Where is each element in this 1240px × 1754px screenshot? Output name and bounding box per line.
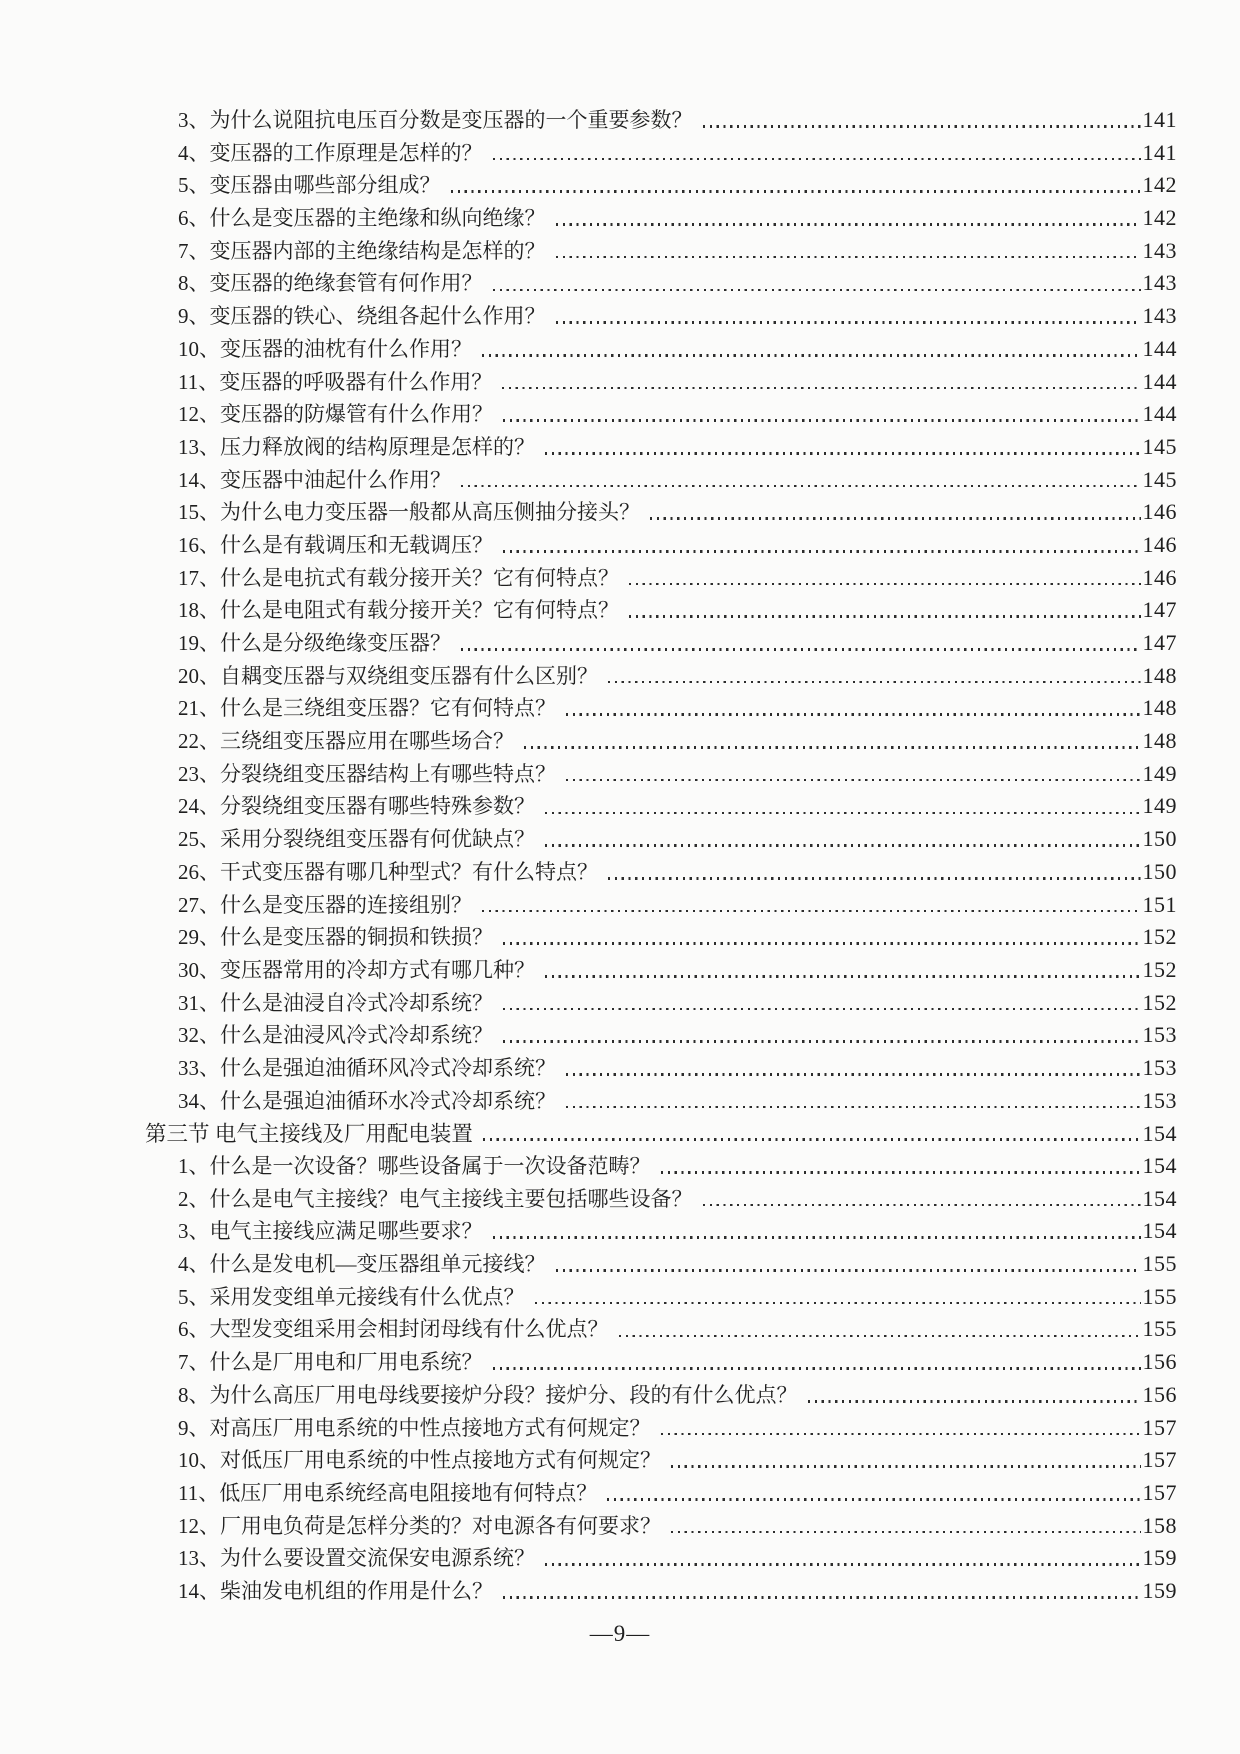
toc-entry-title: 29、什么是变压器的铜损和铁损？ — [178, 925, 493, 950]
toc-entry — [0, 987, 1177, 1020]
toc-entry-page: 147 — [1142, 630, 1177, 655]
toc-entry-title: 24、分裂绕组变压器有哪些特殊参数？ — [178, 794, 535, 819]
dot-leader-divider — [629, 615, 1141, 618]
toc-entry — [0, 1412, 1177, 1445]
dot-leader-divider — [461, 648, 1141, 651]
toc-entry-title: 15、为什么电力变压器一般都从高压侧抽分接头？ — [178, 500, 640, 525]
toc-entry — [0, 1052, 1177, 1085]
toc-entry-page: 142 — [1142, 205, 1177, 231]
page-footer — [0, 1621, 1240, 1647]
toc-entry-page: 152 — [1142, 956, 1177, 982]
dot-leader-divider — [566, 1073, 1141, 1076]
toc-entry-page: 146 — [1142, 499, 1177, 525]
toc-entry-title: 3、电气主接线应满足哪些要求？ — [178, 1219, 483, 1244]
toc-entry-page: 148 — [1142, 695, 1177, 721]
toc-entry-title: 14、柴油发电机组的作用是什么？ — [178, 1578, 493, 1603]
toc-entry — [0, 202, 1177, 235]
dot-leader-divider — [545, 975, 1141, 978]
toc-entry-title: 25、采用分裂绕组变压器有何优缺点？ — [178, 827, 535, 852]
toc-entry-title: 8、为什么高压厂用电母线要接炉分段？接炉分、段的有什么优点？ — [178, 1382, 798, 1407]
toc-entry-title: 31、什么是油浸自冷式冷却系统？ — [178, 990, 493, 1015]
toc-entry — [0, 921, 1177, 954]
toc-entry — [0, 954, 1177, 987]
toc-entry — [0, 790, 1177, 823]
toc-entry — [0, 366, 1177, 399]
toc-entry-page: 157 — [1142, 1414, 1177, 1440]
toc-entry-page: 146 — [1142, 531, 1177, 557]
dot-leader-divider — [650, 517, 1141, 520]
toc-entry — [0, 137, 1177, 170]
toc-entry — [0, 1444, 1177, 1477]
toc-entry — [0, 758, 1177, 791]
toc-entry-title: 5、变压器由哪些部分组成？ — [178, 173, 441, 198]
dot-leader-divider — [671, 1465, 1141, 1468]
toc-entry — [0, 1346, 1177, 1379]
dot-leader-divider — [703, 1204, 1141, 1207]
dot-leader-divider — [503, 550, 1141, 553]
toc-entry-page: 154 — [1142, 1153, 1177, 1178]
toc-entry-page: 156 — [1142, 1381, 1177, 1407]
toc-entry-title: 2、什么是电气主接线？电气主接线主要包括哪些设备？ — [178, 1186, 693, 1211]
toc-entry-title: 26、干式变压器有哪几种型式？有什么特点？ — [178, 859, 598, 884]
toc-entry-title: 21、什么是三绕组变压器？它有何特点？ — [178, 696, 556, 721]
toc-entry-title: 30、变压器常用的冷却方式有哪几种？ — [178, 957, 535, 982]
dot-leader-divider — [482, 910, 1141, 913]
toc-entry — [0, 1575, 1177, 1608]
toc-entry — [0, 333, 1177, 366]
toc-entry-page: 159 — [1142, 1577, 1177, 1603]
toc-entry-title: 10、变压器的油枕有什么作用？ — [178, 336, 472, 361]
toc-entry — [0, 169, 1177, 202]
toc-entry — [0, 1379, 1177, 1412]
toc-entry — [0, 1215, 1177, 1248]
toc-entry-title: 34、什么是强迫油循环水冷式冷却系统？ — [178, 1088, 556, 1113]
toc-entry-title: 13、压力释放阀的结构原理是怎样的？ — [178, 434, 535, 459]
dot-leader-divider — [607, 1498, 1140, 1501]
dot-leader-divider — [556, 223, 1141, 226]
toc-entry-title: 4、什么是发电机—变压器组单元接线？ — [178, 1252, 546, 1277]
dot-leader-divider — [703, 125, 1141, 128]
toc-entry-page: 142 — [1142, 172, 1177, 198]
toc-entry-page: 153 — [1142, 1022, 1177, 1048]
toc-entry-page: 151 — [1142, 891, 1177, 917]
dot-leader-divider — [493, 289, 1141, 292]
dot-leader-divider — [808, 1400, 1141, 1403]
toc-entry-page: 143 — [1142, 237, 1177, 263]
toc-entry-page: 149 — [1142, 793, 1177, 819]
toc-entry-page: 156 — [1142, 1349, 1177, 1375]
toc-entry — [0, 1117, 1177, 1150]
dot-leader-divider — [545, 452, 1141, 455]
toc-entry-title: 27、什么是变压器的连接组别？ — [178, 892, 472, 917]
toc-entry-title: 19、什么是分级绝缘变压器？ — [178, 631, 451, 655]
toc-entry-page: 153 — [1142, 1054, 1177, 1080]
toc-entry — [0, 692, 1177, 725]
toc-entry-title: 18、什么是电阻式有载分接开关？它有何特点？ — [178, 598, 619, 623]
dot-leader-divider — [619, 1335, 1141, 1338]
dot-leader-divider — [608, 877, 1141, 880]
toc-list — [0, 104, 1240, 1608]
dot-leader-divider — [503, 1596, 1141, 1599]
toc-entry — [0, 1183, 1177, 1216]
dot-leader-divider — [535, 1302, 1141, 1305]
toc-entry — [0, 1542, 1177, 1575]
toc-entry-page: 144 — [1142, 335, 1177, 361]
toc-entry-page: 155 — [1142, 1251, 1177, 1277]
toc-entry-page: 149 — [1142, 760, 1177, 786]
toc-entry — [0, 267, 1177, 300]
toc-entry-title: 9、变压器的铁心、绕组各起什么作用？ — [178, 304, 546, 329]
toc-entry-page: 144 — [1142, 368, 1177, 394]
dot-leader-divider — [545, 812, 1141, 815]
toc-entry-page: 157 — [1142, 1479, 1177, 1505]
dot-leader-divider — [483, 1138, 1141, 1141]
toc-entry-page: 152 — [1142, 924, 1177, 950]
dot-leader-divider — [661, 1171, 1141, 1174]
toc-entry — [0, 235, 1177, 268]
toc-entry-page: 155 — [1142, 1316, 1177, 1342]
toc-entry-title: 11、变压器的呼吸器有什么作用？ — [178, 369, 493, 394]
dot-leader-divider — [545, 1563, 1141, 1566]
toc-entry — [0, 300, 1177, 333]
toc-entry-title: 14、变压器中油起什么作用？ — [178, 467, 451, 492]
dot-leader-divider — [661, 1433, 1141, 1436]
dot-leader-divider — [503, 1040, 1141, 1043]
toc-entry-page: 154 — [1142, 1218, 1177, 1244]
toc-entry-page: 157 — [1142, 1447, 1177, 1473]
toc-entry-title: 10、对低压厂用电系统的中性点接地方式有何规定？ — [178, 1448, 661, 1473]
page-number: —9— — [589, 1621, 651, 1646]
toc-entry-page: 154 — [1142, 1185, 1177, 1211]
toc-entry-page: 145 — [1142, 433, 1177, 459]
toc-entry-title: 33、什么是强迫油循环风冷式冷却系统？ — [178, 1055, 556, 1080]
toc-entry — [0, 1477, 1177, 1510]
toc-entry-page: 150 — [1142, 826, 1177, 852]
dot-leader-divider — [671, 1531, 1141, 1534]
toc-entry-page: 153 — [1142, 1087, 1177, 1113]
toc-entry — [0, 1510, 1177, 1543]
toc-entry-title: 20、自耦变压器与双绕组变压器有什么区别？ — [178, 663, 598, 688]
dot-leader-divider — [556, 321, 1141, 324]
toc-entry-title: 11、低压厂用电系统经高电阻接地有何特点？ — [178, 1480, 598, 1505]
dot-leader-divider — [608, 681, 1141, 684]
toc-entry — [0, 594, 1177, 627]
dot-leader-divider — [502, 387, 1140, 390]
toc-entry — [0, 1281, 1177, 1314]
toc-entry — [0, 889, 1177, 922]
toc-entry — [0, 529, 1177, 562]
dot-leader-divider — [556, 256, 1141, 259]
toc-entry-page: 141 — [1142, 139, 1177, 165]
toc-entry-page: 148 — [1142, 728, 1177, 754]
toc-entry — [0, 627, 1177, 660]
toc-entry-page: 144 — [1142, 401, 1177, 427]
toc-entry-title: 16、什么是有载调压和无载调压？ — [178, 532, 493, 557]
dot-leader-divider — [566, 779, 1141, 782]
toc-entry-page: 143 — [1142, 303, 1177, 329]
dot-leader-divider — [451, 190, 1141, 193]
toc-entry-title: 13、为什么要设置交流保安电源系统？ — [178, 1546, 535, 1571]
toc-entry — [0, 1150, 1177, 1183]
toc-entry — [0, 496, 1177, 529]
toc-entry-page: 147 — [1142, 597, 1177, 623]
dot-leader-divider — [482, 354, 1141, 357]
toc-entry-title: 1、什么是一次设备？哪些设备属于一次设备范畴？ — [178, 1154, 651, 1178]
dot-leader-divider — [493, 1236, 1141, 1239]
dot-leader-divider — [503, 942, 1141, 945]
toc-entry-page: 143 — [1142, 270, 1177, 296]
toc-entry — [0, 856, 1177, 889]
toc-entry — [0, 104, 1177, 137]
toc-entry — [0, 431, 1177, 464]
toc-entry — [0, 398, 1177, 431]
dot-leader-divider — [545, 844, 1141, 847]
toc-entry-title: 22、三绕组变压器应用在哪些场合？ — [178, 729, 514, 754]
toc-entry — [0, 1019, 1177, 1052]
toc-entry — [0, 1313, 1177, 1346]
toc-entry — [0, 823, 1177, 856]
dot-leader-divider — [503, 419, 1141, 422]
dot-leader-divider — [493, 1367, 1141, 1370]
toc-entry-title: 6、大型发变组采用会相封闭母线有什么优点？ — [178, 1317, 609, 1342]
dot-leader-divider — [629, 583, 1141, 586]
dot-leader-divider — [493, 158, 1141, 161]
toc-entry-page: 145 — [1142, 466, 1177, 492]
toc-entry-page: 141 — [1142, 107, 1177, 132]
toc-entry — [0, 725, 1177, 758]
toc-entry-title: 32、什么是油浸风冷式冷却系统？ — [178, 1023, 493, 1048]
dot-leader-divider — [524, 746, 1141, 749]
dot-leader-divider — [461, 485, 1141, 488]
dot-leader-divider — [566, 713, 1141, 716]
toc-entry — [0, 464, 1177, 497]
toc-entry-title: 17、什么是电抗式有载分接开关？它有何特点？ — [178, 565, 619, 590]
dot-leader-divider — [503, 1008, 1141, 1011]
toc-entry — [0, 562, 1177, 595]
toc-entry-title: 4、变压器的工作原理是怎样的？ — [178, 140, 483, 165]
toc-entry-title: 3、为什么说阻抗电压百分数是变压器的一个重要参数？ — [178, 108, 693, 132]
dot-leader-divider — [566, 1106, 1141, 1109]
toc-entry-page: 154 — [1142, 1121, 1177, 1147]
toc-entry-title: 12、变压器的防爆管有什么作用？ — [178, 402, 493, 427]
toc-entry-title: 7、什么是厂用电和厂用电系统？ — [178, 1350, 483, 1375]
toc-entry-page: 155 — [1142, 1283, 1177, 1309]
toc-entry-page: 146 — [1142, 564, 1177, 590]
toc-entry-title: 23、分裂绕组变压器结构上有哪些特点？ — [178, 761, 556, 786]
toc-entry — [0, 1085, 1177, 1118]
toc-entry-page: 158 — [1142, 1512, 1177, 1538]
toc-entry-page: 148 — [1142, 662, 1177, 688]
toc-entry-title: 8、变压器的绝缘套管有何作用？ — [178, 271, 483, 296]
toc-entry-title: 12、厂用电负荷是怎样分类的？对电源各有何要求？ — [178, 1513, 661, 1538]
toc-entry-title: 6、什么是变压器的主绝缘和纵向绝缘？ — [178, 206, 546, 231]
toc-entry-title: 第三节 电气主接线及厂用配电装置 — [145, 1122, 473, 1147]
toc-entry-title: 7、变压器内部的主绝缘结构是怎样的？ — [178, 238, 546, 263]
toc-entry-page: 159 — [1142, 1545, 1177, 1571]
toc-entry-page: 150 — [1142, 858, 1177, 884]
toc-entry-title: 9、对高压厂用电系统的中性点接地方式有何规定？ — [178, 1415, 651, 1440]
toc-entry-title: 5、采用发变组单元接线有什么优点？ — [178, 1284, 525, 1309]
toc-entry-page: 152 — [1142, 989, 1177, 1015]
toc-entry — [0, 660, 1177, 693]
toc-entry — [0, 1248, 1177, 1281]
dot-leader-divider — [556, 1269, 1141, 1272]
